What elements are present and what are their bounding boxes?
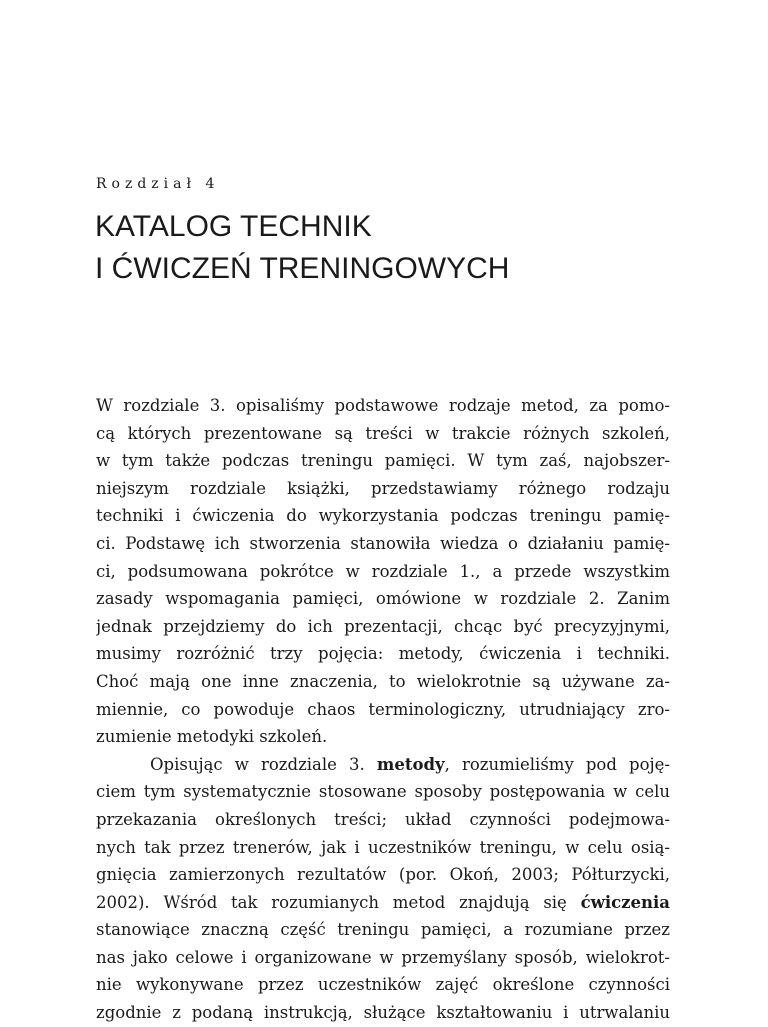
text-line: przekazania określonych treści; układ czynności podejmowa- — [96, 809, 670, 829]
body-text — [96, 392, 670, 1027]
text-line: zgodnie z podaną instrukcją, służące kształtowaniu i utrwalaniu — [96, 1003, 670, 1023]
text-line: zasady wspomagania pamięci, omówione w rozdziale 2. Zanim — [96, 589, 670, 609]
text-segment: , rozumieliśmy pod poję- — [444, 754, 670, 774]
text-line: ciem tym systematycznie stosowane sposoby postępowania w celu — [96, 782, 670, 802]
text-line: miennie, co powoduje chaos terminologiczny, utrudniający zro- — [96, 699, 670, 719]
text-line: jednak przejdziemy do ich prezentacji, chcąc być precyzyjnymi, — [96, 616, 670, 636]
term-cwiczenia: ćwiczenia — [580, 892, 670, 912]
text-line: cą których prezentowane są treści w trakcie różnych szkoleń, — [96, 423, 670, 443]
text-line — [96, 889, 670, 917]
text-line: Choć mają one inne znaczenia, to wielokrotnie są używane za- — [96, 671, 670, 691]
text-line: nych tak przez trenerów, jak i uczestników treningu, w celu osią- — [96, 837, 670, 857]
chapter-title — [95, 206, 695, 290]
text-line: niejszym rozdziale książki, przedstawiamy różnego rodzaju — [96, 478, 670, 498]
text-line: w tym także podczas treningu pamięci. W tym zaś, najobszer- — [96, 451, 670, 471]
paragraph-1 — [96, 392, 670, 751]
text-line: musimy rozróżnić trzy pojęcia: metody, ćwiczenia i techniki. — [96, 644, 670, 664]
text-line: nas jako celowe i organizowane w przemyślany sposób, wielokrot- — [96, 947, 670, 967]
text-line: gnięcia zamierzonych rezultatów (por. Okoń, 2003; Półturzycki, — [96, 865, 670, 885]
text-line — [96, 751, 670, 779]
text-line: ci, podsumowana pokrótce w rozdziale 1., a przede wszystkim — [96, 561, 670, 581]
chapter-title-line-2: I ĆWICZEŃ TRENINGOWYCH — [95, 252, 510, 285]
text-line: ci. Podstawę ich stworzenia stanowiła wiedza o działaniu pamię- — [96, 533, 670, 553]
text-line: stanowiące znaczną część treningu pamięci, a rozumiane przez — [96, 920, 670, 940]
text-segment: 2002). Wśród tak rozumianych metod znajdują się — [96, 892, 581, 912]
chapter-label: Rozdział 4 — [96, 176, 220, 192]
text-line: W rozdziale 3. opisaliśmy podstawowe rodzaje metod, za pomo- — [96, 396, 670, 415]
text-line: techniki i ćwiczenia do wykorzystania podczas treningu pamię- — [96, 506, 670, 526]
text-line: zumienie metodyki szkoleń. — [96, 727, 328, 747]
paragraph-2 — [96, 751, 670, 1027]
text-line: nie wykonywane przez uczestników zajęć określone czynności — [96, 975, 670, 995]
chapter-title-line-1: KATALOG TECHNIK — [95, 210, 372, 243]
text-segment: Opisując w rozdziale 3. — [150, 754, 377, 774]
term-metody: metody — [376, 754, 445, 774]
